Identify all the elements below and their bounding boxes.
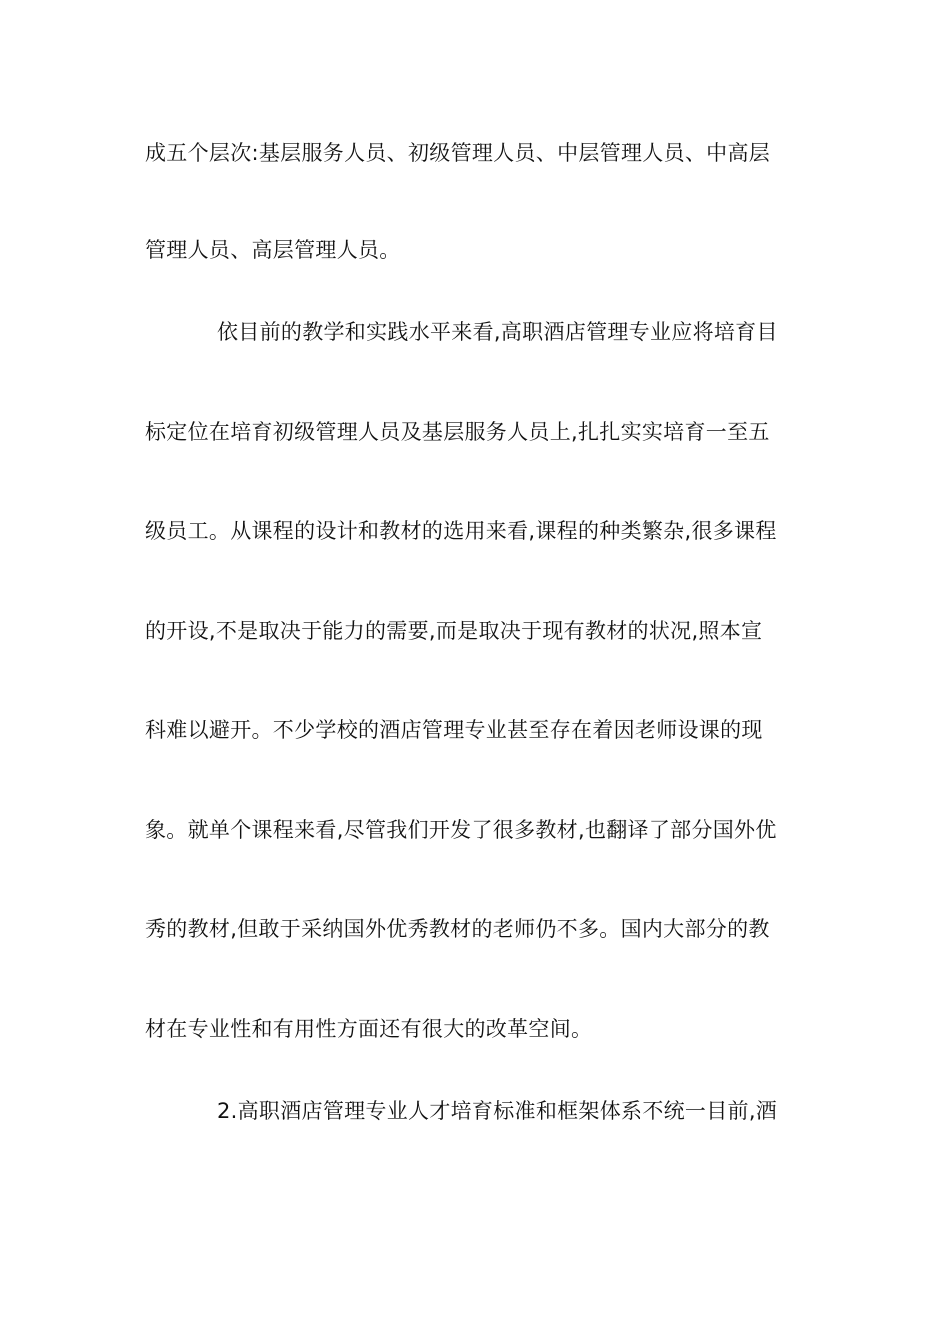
section-heading-line: 2.高职酒店管理专业人才培育标准和框架体系不统一目前,酒 — [217, 1099, 778, 1123]
text-line: 级员工。从课程的设计和教材的选用来看,课程的种类繁杂,很多课程 — [145, 519, 777, 543]
text-line: 的开设,不是取决于能力的需要,而是取决于现有教材的状况,照本宣 — [145, 619, 763, 643]
text-line: 象。就单个课程来看,尽管我们开发了很多教材,也翻译了部分国外优 — [145, 818, 777, 842]
text-line: 材在专业性和有用性方面还有很大的改革空间。 — [145, 1017, 593, 1041]
paragraph-start-line: 依目前的教学和实践水平来看,高职酒店管理专业应将培育目 — [217, 320, 778, 344]
text-line: 成五个层次:基层服务人员、初级管理人员、中层管理人员、中高层 — [145, 141, 771, 165]
text-line: 秀的教材,但敢于采纳国外优秀教材的老师仍不多。国内大部分的教 — [145, 917, 770, 941]
text-line: 科难以避开。不少学校的酒店管理专业甚至存在着因老师设课的现 — [145, 718, 763, 742]
text-line: 管理人员、高层管理人员。 — [145, 238, 401, 262]
text-line: 标定位在培育初级管理人员及基层服务人员上,扎扎实实培育一至五 — [145, 420, 770, 444]
